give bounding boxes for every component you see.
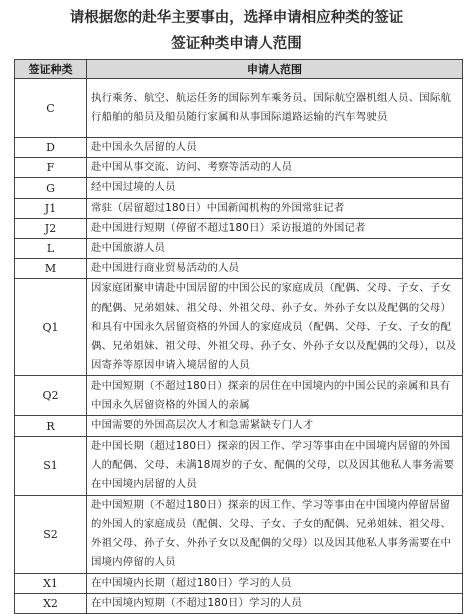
visa-type-cell: M [15, 259, 87, 279]
applicant-scope-cell: 赴中国短期（不超过180日）探亲的因工作、学习等事由在中国境内停留居留的外国人的家庭成员（配偶、父母、子女、子女的配偶、兄弟姐妹、祖父母、外祖父母、孙子女、外孙子女以及配偶的父母）以及因其他私人事务需要在中国境内停留的人员 [87, 495, 463, 573]
visa-type-cell: Q2 [15, 376, 87, 416]
visa-type-cell: S2 [15, 495, 87, 573]
table-row [15, 573, 463, 593]
applicant-scope-cell: 赴中国长期（超过180日）探亲的因工作、学习等事由在中国境内居留的外国人的配偶、父母、未满18周岁的子女、配偶的父母，以及因其他私人事务需要在中国境内居留的人员 [87, 436, 463, 495]
visa-type-cell: X2 [15, 593, 87, 613]
table-row [15, 495, 463, 573]
table-row [15, 416, 463, 436]
table-row [15, 198, 463, 218]
visa-type-cell: X1 [15, 573, 87, 593]
visa-type-cell: C [15, 79, 87, 138]
visa-type-cell: R [15, 416, 87, 436]
visa-type-cell: G [15, 178, 87, 198]
table-row [15, 436, 463, 495]
table-row [15, 138, 463, 158]
visa-type-cell: F [15, 158, 87, 178]
visa-type-cell: J1 [15, 198, 87, 218]
applicant-scope-cell: 常驻（居留超过180日）中国新闻机构的外国常驻记者 [87, 198, 463, 218]
visa-type-table [14, 59, 463, 614]
visa-type-cell: L [15, 239, 87, 259]
table-row [15, 178, 463, 198]
column-header-visa-type: 签证种类 [15, 60, 87, 79]
table-row [15, 239, 463, 259]
applicant-scope-cell: 赴中国永久居留的人员 [87, 138, 463, 158]
column-header-applicant-scope: 申请人范围 [87, 60, 463, 79]
applicant-scope-cell: 中国需要的外国高层次人才和急需紧缺专门人才 [87, 416, 463, 436]
applicant-scope-cell: 在中国境内长期（超过180日）学习的人员 [87, 573, 463, 593]
visa-type-cell: J2 [15, 218, 87, 238]
table-row [15, 79, 463, 138]
table-header-row [15, 60, 463, 79]
page-title-line-2: 签证种类申请人范围 [171, 36, 302, 52]
applicant-scope-cell: 赴中国从事交流、访问、考察等活动的人员 [87, 158, 463, 178]
table-row [15, 158, 463, 178]
visa-type-cell: Q1 [15, 279, 87, 376]
visa-type-cell: S1 [15, 436, 87, 495]
applicant-scope-cell: 因家庭团聚申请赴中国居留的中国公民的家庭成员（配偶、父母、子女、子女的配偶、兄弟姐妹、祖父母、外祖父母、孙子女、外孙子女以及配偶的父母）和具有中国永久居留资格的外国人的家庭成员（配偶、父母、子女、子女的配偶、兄弟姐妹、祖父母、外祖父母、孙子女、外孙子女以及配偶的父母），以及因寄养等原因申请入境居留的人员 [87, 279, 463, 376]
applicant-scope-cell: 赴中国进行短期（停留不超过180日）采访报道的外国记者 [87, 218, 463, 238]
table-row [15, 376, 463, 416]
table-row [15, 279, 463, 376]
applicant-scope-cell: 赴中国进行商业贸易活动的人员 [87, 259, 463, 279]
applicant-scope-cell: 赴中国旅游人员 [87, 239, 463, 259]
applicant-scope-cell: 经中国过境的人员 [87, 178, 463, 198]
table-row [15, 593, 463, 613]
applicant-scope-cell: 赴中国短期（不超过180日）探亲的居住在中国境内的中国公民的亲属和具有中国永久居留资格的外国人的亲属 [87, 376, 463, 416]
applicant-scope-cell: 在中国境内短期（不超过180日）学习的人员 [87, 593, 463, 613]
page-title-line-1: 请根据您的赴华主要事由，选择申请相应种类的签证 [69, 10, 404, 26]
table-row [15, 259, 463, 279]
table-row [15, 218, 463, 238]
visa-type-cell: D [15, 138, 87, 158]
applicant-scope-cell: 执行乘务、航空、航运任务的国际列车乘务员、国际航空器机组人员、国际航行船舶的船员及船员随行家属和从事国际道路运输的汽车驾驶员 [87, 79, 463, 138]
